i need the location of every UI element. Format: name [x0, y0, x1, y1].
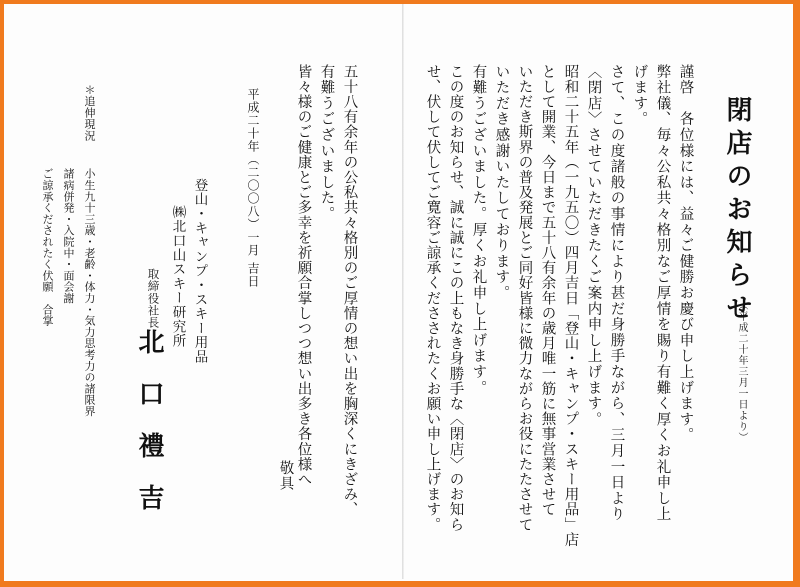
signer-role: 取締役社長 [146, 268, 161, 329]
body-line: せ、伏して伏してご寛容ご諒承くださされたくお願い申し上げます。 [424, 64, 441, 533]
body-line: 〈閉店〉させていただきたくご案内申し上げます。 [585, 64, 602, 428]
body-line: 謹啓 各位様には、益々ご健勝お慶び申し上げます。 [677, 64, 694, 444]
body-line: 有難うございました。 [318, 64, 335, 222]
body-line: いただき斯界の普及発展とご同好皆様に微力ながらお役にたたさせて [516, 64, 533, 533]
document-subtitle: （平成二十年三月一日より） [736, 300, 747, 443]
body-line: 有難うございました。厚くお礼申し上げます。 [470, 64, 487, 396]
body-line: いただき感謝いたしております。 [493, 64, 510, 301]
company-name: ㈱北口山スキー研究所 [169, 205, 186, 348]
company-category: 登山・キャンプ・スキー用品 [191, 178, 208, 364]
body-line: 弊社儀、毎々公私共々格別なご厚情を賜り有難く厚くお礼申し上 [654, 64, 671, 523]
closing-phrase: 敬具 [277, 460, 294, 492]
body-line: 五十八有余年の公私共々格別のご厚情の想い出を胸深くにきざみ、 [341, 64, 358, 517]
postscript-line: 小生九十三歳・老齢・体力・気力思考力の諸限界 [83, 168, 96, 417]
postscript-line: ご諒承くだされたく伏願 合掌 [41, 168, 54, 327]
body-line: として開業、今日まで五十八有余年の歳月唯一筋に無事営業させて [539, 64, 556, 517]
postscript-line: 諸病併発・入院中・面会謝 [62, 168, 75, 304]
body-line: さて、この度諸般の事情により甚だ身勝手ながら、三月一日より [608, 64, 625, 523]
signer-name: 北 口 禮 吉 [134, 328, 164, 510]
body-line: げます。 [631, 64, 648, 128]
body-line: 皆々様のご健康とご多幸を祈願合掌しつつ想い出多き各位様へ [295, 64, 312, 487]
document-title: 閉店のお知らせ [722, 96, 752, 327]
postscript-heading: ＊追伸現況 [83, 84, 96, 142]
body-line: この度のお知らせ、誠に誠にこの上もなき身勝手な〈閉店〉のお知ら [447, 64, 464, 533]
issue-date: 平成二十年（二〇〇八）一月 吉日 [246, 88, 260, 288]
body-line: 昭和二十五年（一九五〇）四月吉日「登山・キャンプ・スキー用品」店 [562, 64, 579, 548]
